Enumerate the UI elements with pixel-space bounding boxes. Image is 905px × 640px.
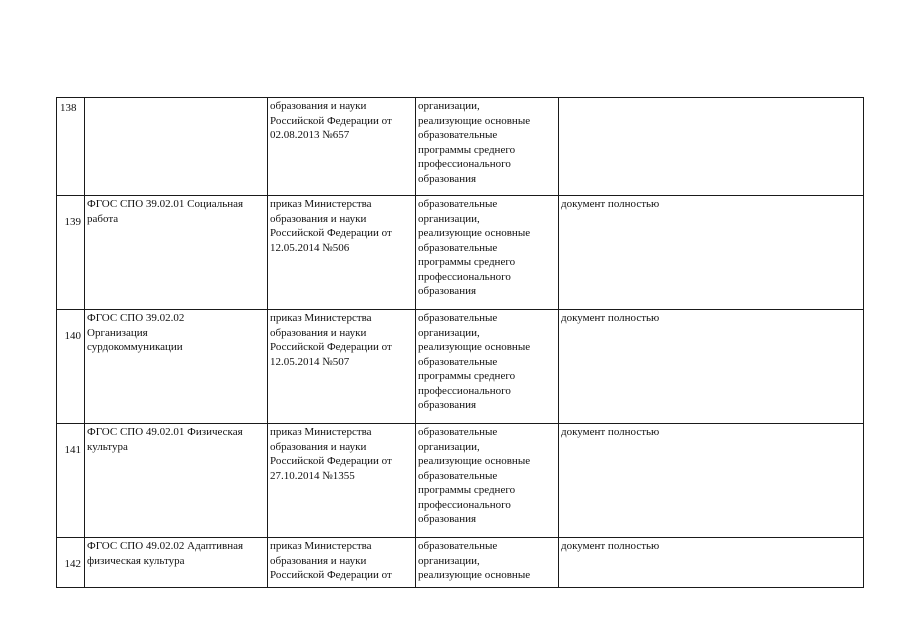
order-cell: приказ Министерства образования и науки Российской Федерации от 12.05.2014 №506	[268, 196, 416, 310]
row-number-cell: 141	[57, 424, 85, 538]
standard-name-cell: ФГОС СПО 49.02.02 Адаптивная физическая культура	[85, 538, 268, 588]
standard-name-cell	[85, 98, 268, 196]
table-row	[57, 98, 864, 196]
table-row	[57, 538, 864, 588]
table-row	[57, 196, 864, 310]
extent-cell: документ полностью	[559, 196, 864, 310]
extent-cell	[559, 98, 864, 196]
scope-cell: организации, реализующие основные образовательные программы среднего профессионального образования	[416, 98, 559, 196]
standard-name-cell: ФГОС СПО 39.02.01 Социальная работа	[85, 196, 268, 310]
standards-table	[56, 97, 864, 588]
row-number-cell: 138	[57, 98, 85, 196]
table-row	[57, 424, 864, 538]
standard-name-cell: ФГОС СПО 49.02.01 Физическая культура	[85, 424, 268, 538]
standard-name-cell: ФГОС СПО 39.02.02 Организация сурдокоммуникации	[85, 310, 268, 424]
scope-cell: образовательные организации, реализующие основные образовательные программы среднего профессионального образования	[416, 310, 559, 424]
extent-cell: документ полностью	[559, 424, 864, 538]
row-number-cell: 142	[57, 538, 85, 588]
row-number-cell: 140	[57, 310, 85, 424]
order-cell: приказ Министерства образования и науки Российской Федерации от 12.05.2014 №507	[268, 310, 416, 424]
order-cell: образования и науки Российской Федерации от 02.08.2013 №657	[268, 98, 416, 196]
row-number-cell: 139	[57, 196, 85, 310]
order-cell: приказ Министерства образования и науки Российской Федерации от 27.10.2014 №1355	[268, 424, 416, 538]
scope-cell: образовательные организации, реализующие основные	[416, 538, 559, 588]
table-row	[57, 310, 864, 424]
extent-cell: документ полностью	[559, 538, 864, 588]
extent-cell: документ полностью	[559, 310, 864, 424]
scope-cell: образовательные организации, реализующие основные образовательные программы среднего профессионального образования	[416, 424, 559, 538]
order-cell: приказ Министерства образования и науки Российской Федерации от	[268, 538, 416, 588]
scope-cell: образовательные организации, реализующие основные образовательные программы среднего профессионального образования	[416, 196, 559, 310]
